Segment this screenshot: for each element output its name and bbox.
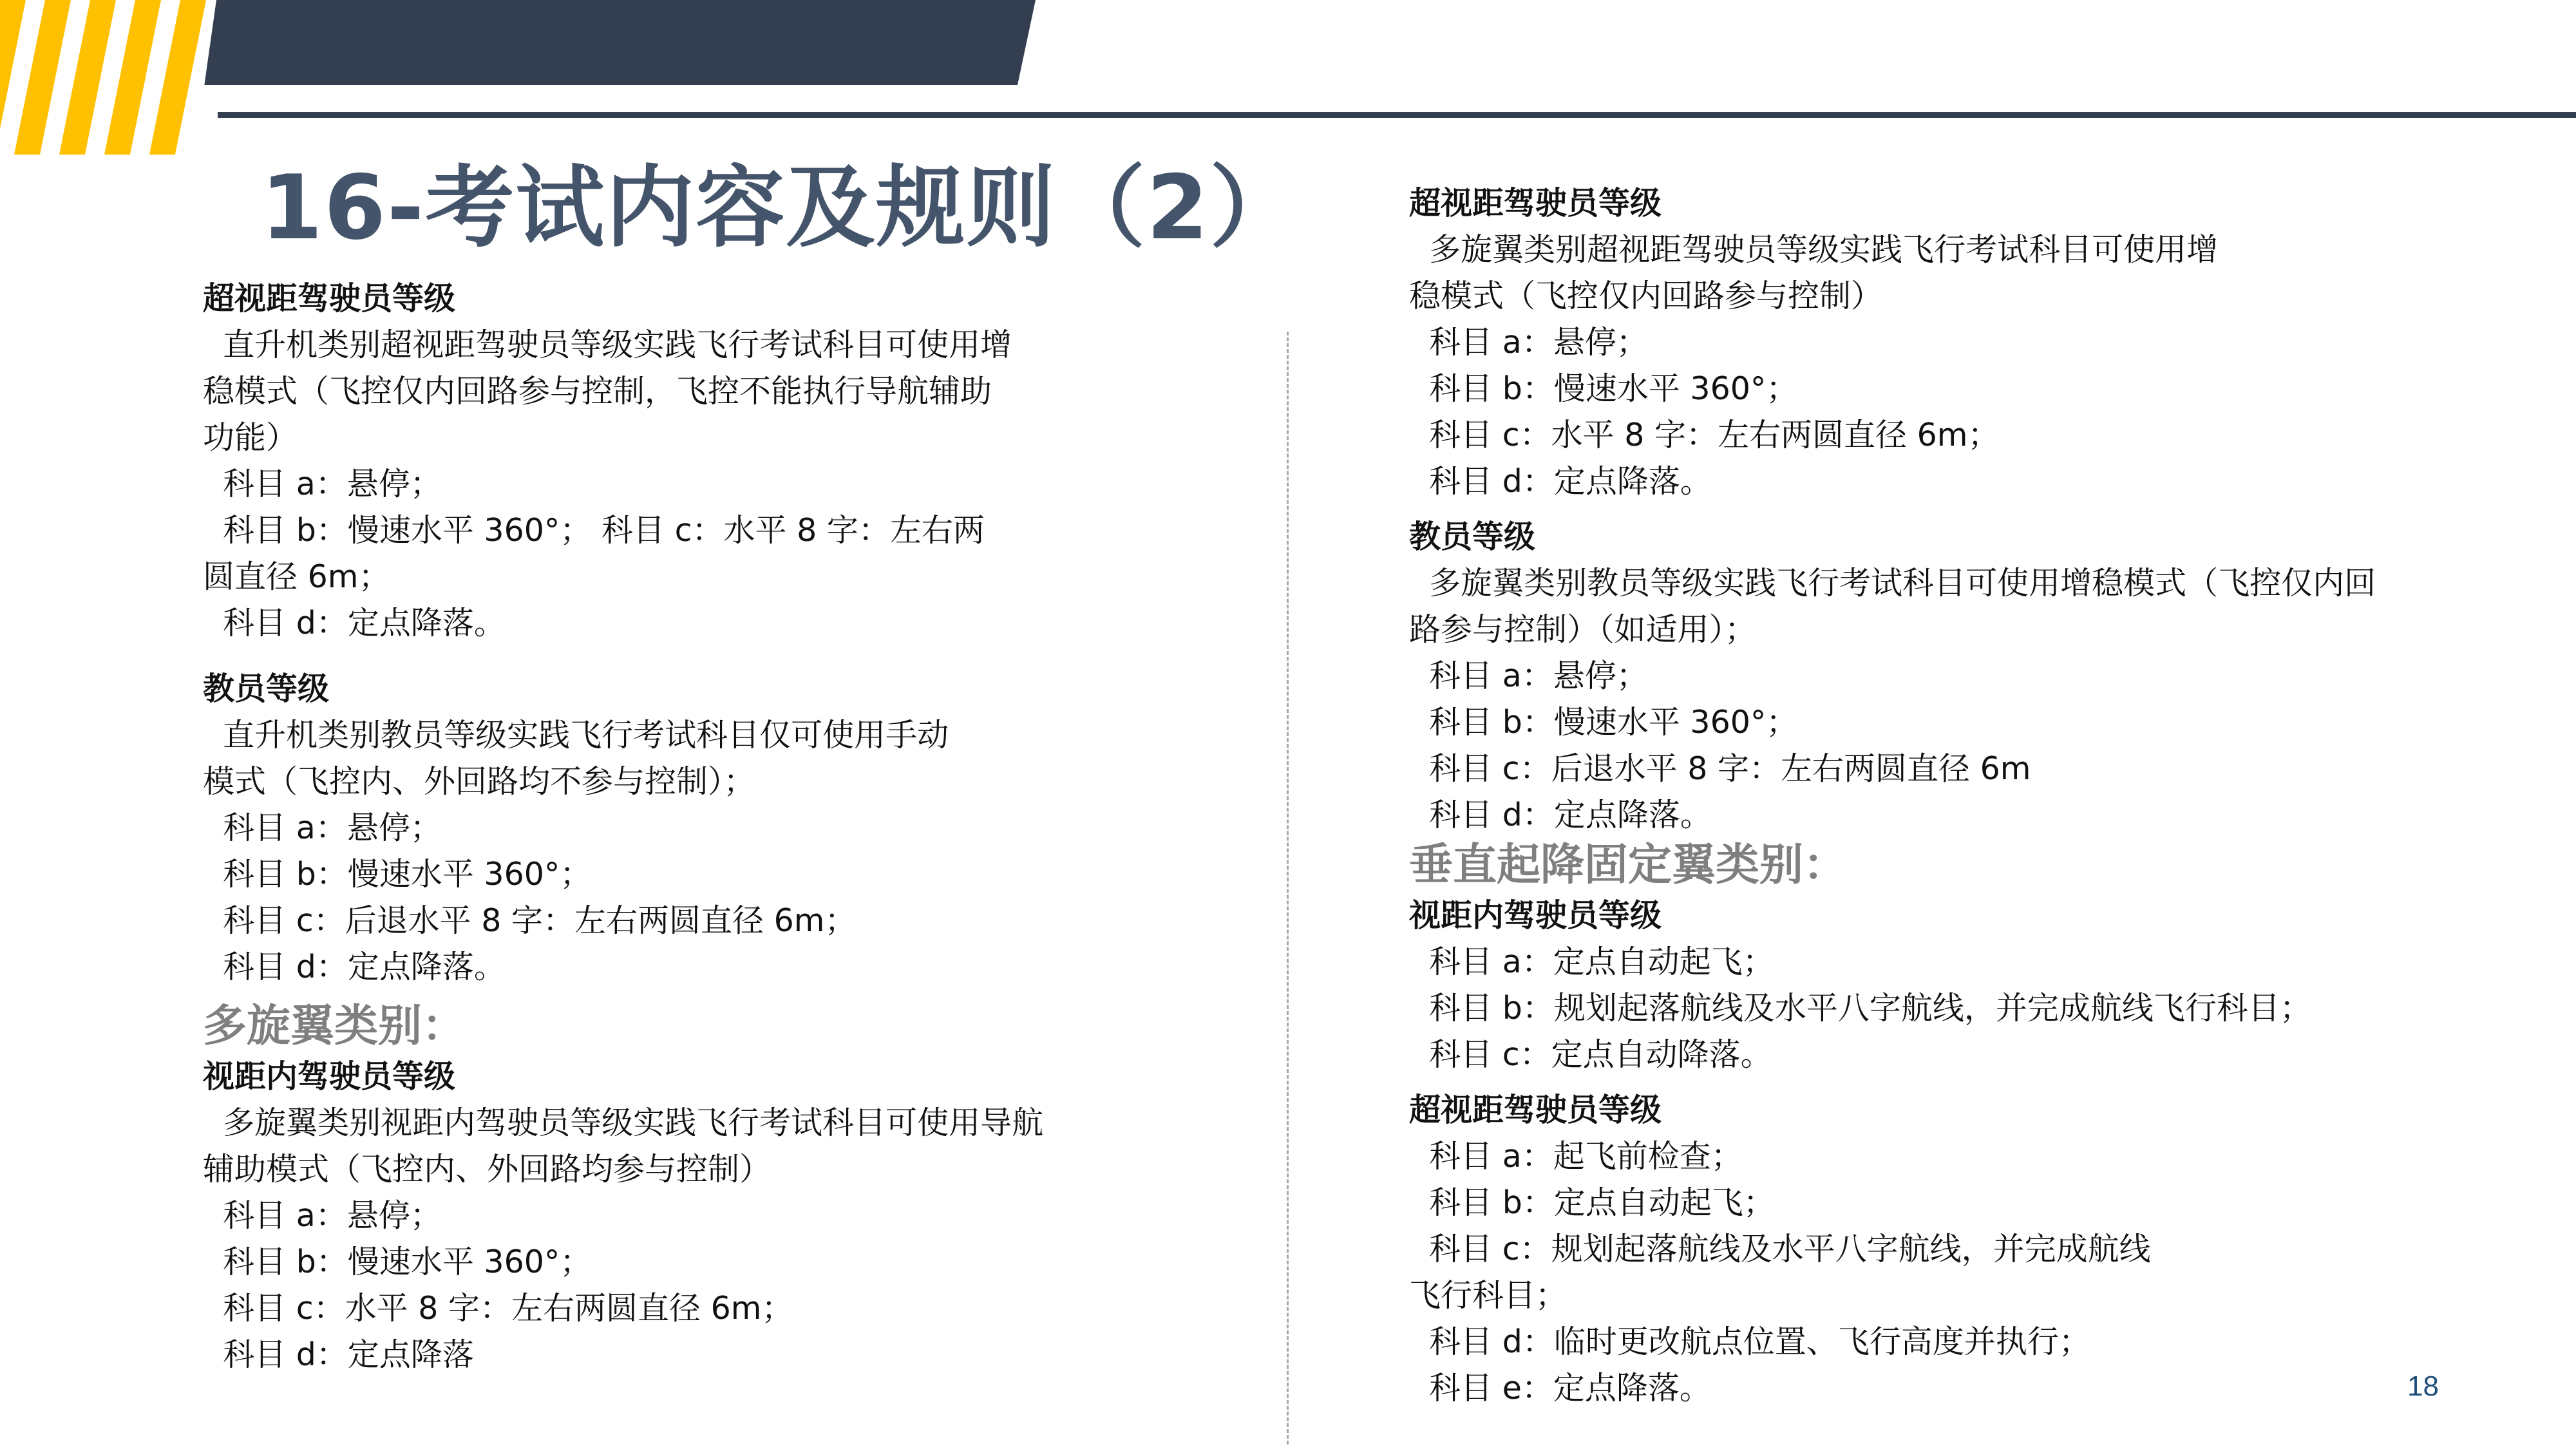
section-heading: 超视距驾驶员等级	[1409, 1092, 1662, 1128]
text-line: 科目 d：定点降落	[203, 1336, 474, 1373]
text-line: 科目 b：慢速水平 360°；	[1409, 370, 1798, 407]
text-line: 功能）	[203, 419, 298, 456]
text-line: 科目 c：定点自动降落。	[1409, 1036, 1772, 1073]
section-heading: 教员等级	[1409, 518, 1536, 555]
text-line: 科目 c：后退水平 8 字：左右两圆直径 6m	[1409, 750, 2031, 787]
text-line: 科目 a：定点自动起飞；	[1409, 943, 1774, 980]
text-line: 科目 d：定点降落。	[203, 605, 506, 641]
text-line: 科目 e：定点降落。	[1409, 1370, 1711, 1406]
text-line: 路参与控制）（如适用）；	[1409, 611, 1757, 648]
text-line: 科目 a：悬停；	[1409, 324, 1648, 361]
section-heading: 视距内驾驶员等级	[203, 1058, 456, 1095]
section-heading: 超视距驾驶员等级	[1409, 185, 1662, 222]
right-column	[1409, 180, 2452, 1412]
text-line: 辅助模式（飞控内、外回路均参与控制）	[203, 1151, 772, 1188]
text-line: 稳模式（飞控仅内回路参与控制）	[1409, 278, 1883, 314]
text-line: 科目 a：起飞前检查；	[1409, 1138, 1743, 1175]
text-line: 科目 b：定点自动起飞；	[1409, 1184, 1775, 1221]
text-line: 科目 d：定点降落。	[1409, 797, 1712, 833]
section-heading: 视距内驾驶员等级	[1409, 897, 1662, 934]
text-line: 圆直径 6m；	[203, 558, 390, 595]
text-line: 科目 d：定点降落。	[1409, 463, 1712, 500]
text-line: 多旋翼类别教员等级实践飞行考试科目可使用增稳模式（飞控仅内回	[1409, 565, 2376, 601]
page-number: 18	[2407, 1370, 2439, 1402]
text-line: 科目 d：临时更改航点位置、飞行高度并执行；	[1409, 1323, 2090, 1360]
section-heading: 超视距驾驶员等级	[203, 280, 456, 317]
text-line: 模式（飞控内、外回路均不参与控制）；	[203, 763, 755, 800]
section-heading: 教员等级	[203, 670, 330, 707]
category-heading: 垂直起降固定翼类别：	[1409, 840, 1848, 891]
text-line: 飞行科目；	[1409, 1277, 1567, 1314]
column-divider	[1287, 332, 1289, 1444]
text-line: 科目 c：后退水平 8 字：左右两圆直径 6m；	[203, 902, 857, 939]
text-line: 科目 c：规划起落航线及水平八字航线，并完成航线	[1409, 1231, 2151, 1267]
text-line: 稳模式（飞控仅内回路参与控制，飞控不能执行导航辅助	[203, 373, 992, 410]
text-line: 科目 b：慢速水平 360°； 科目 c：水平 8 字：左右两	[203, 512, 985, 549]
category-heading: 多旋翼类别：	[203, 1001, 466, 1052]
text-line: 科目 a：悬停；	[203, 810, 442, 846]
text-line: 科目 b：规划起落航线及水平八字航线，并完成航线飞行科目；	[1409, 990, 2311, 1027]
text-line: 科目 b：慢速水平 360°；	[203, 856, 592, 893]
spacer	[203, 647, 1414, 666]
text-line: 直升机类别教员等级实践飞行考试科目仅可使用手动	[203, 717, 949, 753]
left-column	[203, 276, 1414, 1378]
text-line: 科目 a：悬停；	[203, 1197, 442, 1234]
text-line: 多旋翼类别视距内驾驶员等级实践飞行考试科目可使用导航	[203, 1104, 1044, 1141]
text-line: 科目 d：定点降落。	[203, 949, 506, 985]
spacer	[1409, 1078, 2452, 1087]
text-line: 科目 a：悬停；	[1409, 658, 1648, 694]
header-rule-line	[218, 112, 2576, 118]
text-line: 直升机类别超视距驾驶员等级实践飞行考试科目可使用增	[203, 327, 1012, 363]
page-title: 16-考试内容及规则（2）	[261, 156, 1300, 260]
text-line: 科目 c：水平 8 字：左右两圆直径 6m；	[1409, 417, 2000, 453]
text-line: 科目 b：慢速水平 360°；	[203, 1244, 592, 1280]
text-line: 多旋翼类别超视距驾驶员等级实践飞行考试科目可使用增	[1409, 231, 2219, 268]
spacer	[1409, 505, 2452, 514]
text-line: 科目 b：慢速水平 360°；	[1409, 704, 1798, 741]
text-line: 科目 c：水平 8 字：左右两圆直径 6m；	[203, 1290, 793, 1327]
header-decoration	[0, 0, 2576, 155]
spacer	[203, 990, 1414, 999]
text-line: 科目 a：悬停；	[203, 466, 442, 502]
